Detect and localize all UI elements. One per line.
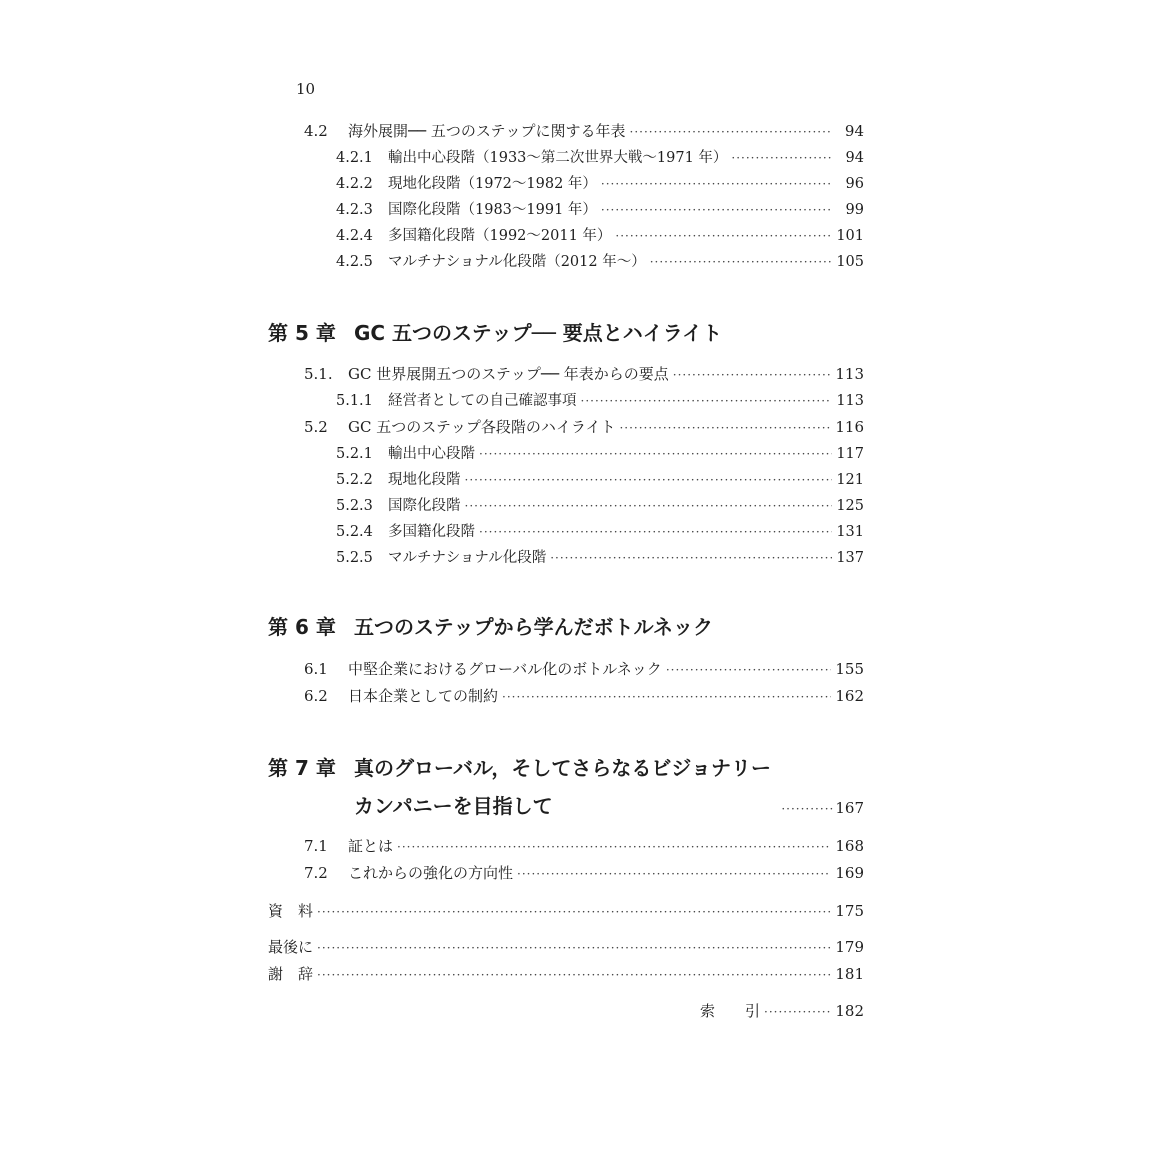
section-number: 4.2.5 bbox=[336, 254, 373, 270]
page-ref: 168 bbox=[835, 837, 864, 855]
leader-dots bbox=[465, 495, 833, 517]
section-number: 6.2 bbox=[304, 687, 328, 705]
toc-entry-shaji bbox=[268, 963, 864, 985]
section-number: 4.2.1 bbox=[336, 150, 373, 166]
page-number: 10 bbox=[296, 80, 316, 98]
leader-dots bbox=[317, 964, 831, 986]
leader-dots bbox=[517, 863, 831, 885]
section-title: 国際化段階（1983～1991 年） bbox=[388, 202, 597, 218]
toc-entry-5-2-4 bbox=[336, 521, 864, 543]
page-ref: 94 bbox=[845, 150, 864, 166]
section-number: 5.1. bbox=[304, 365, 333, 383]
toc-entry-5-2 bbox=[304, 416, 864, 438]
section-title: GC 五つのステップ各段階のハイライト bbox=[348, 418, 616, 436]
toc-entry-5-2-5 bbox=[336, 547, 864, 569]
page-ref: 155 bbox=[835, 660, 864, 678]
leader-dots bbox=[465, 469, 833, 491]
page-ref: 125 bbox=[836, 498, 864, 514]
leader-dots bbox=[317, 901, 831, 923]
leader-dots bbox=[673, 364, 832, 386]
leader-dots bbox=[650, 251, 832, 273]
leader-dots bbox=[317, 937, 831, 959]
leader-dots bbox=[601, 173, 832, 195]
toc-entry-4-2 bbox=[304, 120, 864, 142]
section-title: 最後に bbox=[268, 938, 314, 956]
section-title: マルチナショナル化段階（2012 年～） bbox=[388, 254, 646, 270]
toc-entry-4-2-5 bbox=[336, 251, 864, 273]
toc-entry-5-2-1 bbox=[336, 443, 864, 465]
page-ref: 113 bbox=[835, 365, 864, 383]
section-number: 5.2.1 bbox=[336, 446, 373, 462]
toc-entry-saigoni bbox=[268, 936, 864, 958]
section-title: 現地化段階（1972～1982 年） bbox=[388, 176, 597, 192]
toc-entry-7-1 bbox=[304, 835, 864, 857]
section-number: 7.2 bbox=[304, 864, 328, 882]
page-ref: 113 bbox=[836, 393, 864, 409]
page-ref: 116 bbox=[835, 418, 864, 436]
section-title: これからの強化の方向性 bbox=[348, 864, 514, 882]
leader-dots bbox=[666, 659, 832, 681]
section-number: 5.2.5 bbox=[336, 550, 373, 566]
chapter-title-line2: カンパニーを目指して bbox=[354, 794, 553, 818]
section-number: 4.2.3 bbox=[336, 202, 373, 218]
toc-entry-4-2-4 bbox=[336, 225, 864, 247]
page-ref: 96 bbox=[845, 176, 864, 192]
section-title: 輸出中心段階 bbox=[388, 446, 475, 462]
chapter-number: 第 6 章 bbox=[268, 615, 336, 639]
leader-dots bbox=[397, 836, 831, 858]
toc-entry-7-2 bbox=[304, 862, 864, 884]
chapter-number: 第 5 章 bbox=[268, 321, 336, 345]
toc-entry-5-2-3 bbox=[336, 495, 864, 517]
section-title: 中堅企業におけるグローバル化のボトルネック bbox=[348, 660, 662, 678]
chapter-title-line1: 真のグローバル，そしてさらなるビジョナリー bbox=[354, 756, 771, 780]
leader-dots bbox=[550, 547, 832, 569]
section-number: 7.1 bbox=[304, 837, 328, 855]
section-number: 4.2.2 bbox=[336, 176, 373, 192]
chapter-7-heading-cont bbox=[354, 791, 864, 821]
leader-dots bbox=[581, 390, 833, 412]
section-title: 国際化段階 bbox=[388, 498, 461, 514]
section-number: 4.2 bbox=[304, 122, 328, 140]
page-ref: 179 bbox=[835, 938, 864, 956]
toc-entry-4-2-3 bbox=[336, 199, 864, 221]
leader-dots bbox=[731, 147, 832, 169]
toc-entry-5-1 bbox=[304, 363, 864, 385]
chapter-6-heading bbox=[268, 612, 713, 642]
section-title: 謝 辞 bbox=[268, 965, 314, 983]
page-ref: 181 bbox=[835, 965, 864, 983]
section-title: 海外展開── 五つのステップに関する年表 bbox=[348, 122, 626, 140]
page-ref: 167 bbox=[835, 799, 864, 817]
section-title: 輸出中心段階（1933～第二次世界大戦～1971 年） bbox=[388, 150, 728, 166]
section-title: 現地化段階 bbox=[388, 472, 461, 488]
toc-entry-4-2-1 bbox=[336, 147, 864, 169]
section-title: 多国籍化段階 bbox=[388, 524, 475, 540]
section-title: 索 引 bbox=[700, 1002, 761, 1020]
section-number: 5.2 bbox=[304, 418, 328, 436]
page-ref: 99 bbox=[845, 202, 864, 218]
toc-entry-4-2-2 bbox=[336, 173, 864, 195]
leader-dots bbox=[479, 521, 832, 543]
section-title: 証とは bbox=[348, 837, 394, 855]
toc-entry-shiryo bbox=[268, 900, 864, 922]
leader-dots bbox=[630, 121, 832, 143]
chapter-title: 五つのステップから学んだボトルネック bbox=[354, 615, 713, 639]
section-title: 経営者としての自己確認事項 bbox=[388, 393, 577, 409]
section-title: 多国籍化段階（1992～2011 年） bbox=[388, 228, 612, 244]
page-ref: 169 bbox=[835, 864, 864, 882]
section-title: 資 料 bbox=[268, 902, 314, 920]
section-number: 5.2.2 bbox=[336, 472, 373, 488]
leader-dots bbox=[479, 443, 832, 465]
chapter-5-heading bbox=[268, 318, 722, 348]
page-ref: 121 bbox=[836, 472, 864, 488]
toc-entry-6-2 bbox=[304, 685, 864, 707]
toc-entry-5-2-2 bbox=[336, 469, 864, 491]
page-ref: 105 bbox=[836, 254, 864, 270]
toc-entry-5-1-1 bbox=[336, 390, 864, 412]
section-title: GC 世界展開五つのステップ── 年表からの要点 bbox=[348, 365, 669, 383]
section-number: 5.2.3 bbox=[336, 498, 373, 514]
toc-entry-6-1 bbox=[304, 658, 864, 680]
section-title: マルチナショナル化段階 bbox=[388, 550, 547, 566]
section-number: 5.2.4 bbox=[336, 524, 373, 540]
page-ref: 182 bbox=[835, 1002, 864, 1020]
page-ref: 175 bbox=[835, 902, 864, 920]
leader-dots bbox=[781, 794, 835, 824]
page-ref: 94 bbox=[844, 122, 864, 140]
leader-dots bbox=[615, 225, 832, 247]
page-ref: 101 bbox=[836, 228, 864, 244]
toc-entry-sakuin bbox=[700, 1000, 864, 1022]
chapter-number: 第 7 章 bbox=[268, 756, 336, 780]
leader-dots bbox=[764, 1001, 831, 1023]
section-number: 5.1.1 bbox=[336, 393, 373, 409]
page-ref: 162 bbox=[835, 687, 864, 705]
leader-dots bbox=[601, 199, 832, 221]
page-ref: 117 bbox=[836, 446, 864, 462]
page-ref: 137 bbox=[836, 550, 864, 566]
page-ref: 131 bbox=[836, 524, 864, 540]
section-number: 6.1 bbox=[304, 660, 328, 678]
leader-dots bbox=[502, 686, 831, 708]
section-title: 日本企業としての制約 bbox=[348, 687, 499, 705]
chapter-title: GC 五つのステップ── 要点とハイライト bbox=[354, 321, 723, 345]
chapter-7-heading bbox=[268, 753, 771, 783]
leader-dots bbox=[619, 417, 831, 439]
section-number: 4.2.4 bbox=[336, 228, 373, 244]
